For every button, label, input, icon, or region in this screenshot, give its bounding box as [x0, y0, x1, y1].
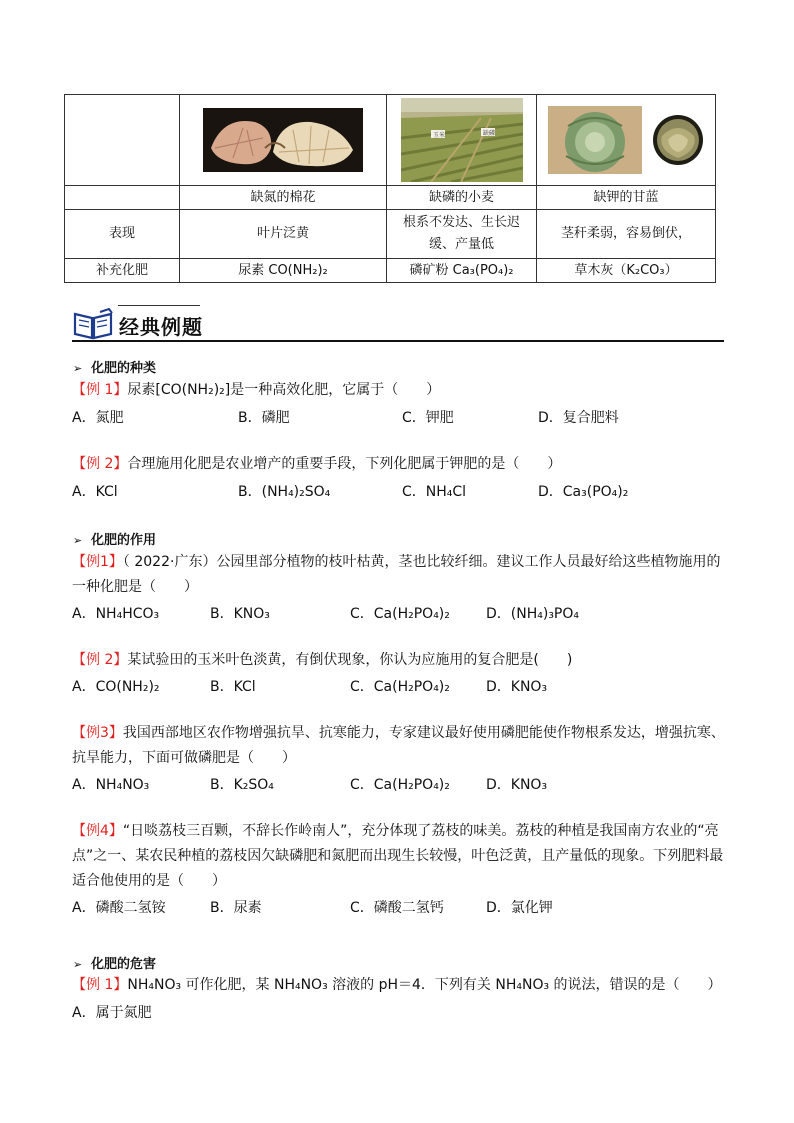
fertilizer-header: 补充化肥 [65, 259, 180, 283]
arrow-icon: ➢ [73, 534, 83, 547]
option-d: D．复合肥料 [538, 410, 619, 426]
caption-wheat: 缺磷的小麦 [387, 186, 537, 210]
option-b: B．磷肥 [238, 410, 290, 426]
question-effects-1: 【例1】（ 2022·广东）公园里部分植物的枝叶枯黄，茎也比较纤细。建议工作人员最好给这些植物施用的 [72, 554, 721, 570]
deficiency-table [64, 94, 716, 283]
question-effects-4-line2: 点”之一、某农民种植的荔枝因欠缺磷肥和氮肥而出现生长较慢，叶色泛黄，且产量低的现象。下列肥料最 [72, 848, 724, 864]
cabbage-photo-cell [537, 95, 716, 186]
fertilizer-plant-ash: 草木灰（K₂CO₃） [537, 259, 716, 283]
symptom-nitrogen: 叶片泛黄 [180, 210, 387, 259]
option-a: A．CO(NH₂)₂ [72, 679, 160, 695]
cabbage-photo [548, 106, 642, 174]
option-a: A．磷酸二氢铵 [72, 900, 166, 916]
wheat-photo-cell [387, 95, 537, 186]
group-heading-effects: ➢ 化肥的作用 [73, 533, 157, 548]
cotton-leaf-photo [203, 108, 363, 172]
question-effects-3: 【例3】我国西部地区农作物增强抗旱、抗寒能力，专家建议最好使用磷肥能使作物根系发达，增强抗寒、 [72, 725, 725, 741]
question-effects-4-line3: 适合他使用的是（ ） [72, 873, 226, 889]
arrow-icon: ➢ [73, 958, 83, 971]
option-b: B．KCl [210, 679, 256, 695]
arrow-icon: ➢ [73, 362, 83, 375]
option-b: B．(NH₄)₂SO₄ [238, 484, 331, 500]
book-icon [72, 308, 114, 340]
cabbage-closeup-photo [652, 114, 704, 166]
symptom-row [65, 210, 716, 259]
option-d: D．KNO₃ [486, 777, 548, 793]
image-row [65, 95, 716, 186]
option-d: D．KNO₃ [486, 679, 548, 695]
question-types-1: 【例 1】尿素[CO(NH₂)₂]是一种高效化肥，它属于（ ） [72, 382, 441, 398]
section-title: 经典例题 [119, 315, 203, 339]
photo-label-corn: 玉米 [432, 132, 445, 139]
group-heading-types: ➢ 化肥的种类 [73, 361, 157, 376]
option-a: A．属于氮肥 [72, 1005, 152, 1021]
option-a: A．氮肥 [72, 410, 124, 426]
header-underline [72, 340, 724, 342]
caption-cotton: 缺氮的棉花 [180, 186, 387, 210]
question-hazards-1: 【例 1】NH₄NO₃ 可作化肥，某 NH₄NO₃ 溶液的 pH＝4．下列有关 NH₄NO₃ 的说法，错误的是（ ） [72, 977, 722, 993]
fertilizer-phosphate-rock: 磷矿粉 Ca₃(PO₄)₂ [387, 259, 537, 283]
symptom-potassium: 茎秆柔弱，容易倒伏， [537, 210, 716, 259]
caption-cabbage: 缺钾的甘蓝 [537, 186, 716, 210]
question-effects-3-line2: 抗旱能力，下面可做磷肥是（ ） [72, 750, 296, 766]
option-b: B．KNO₃ [210, 606, 270, 622]
symptom-header: 表现 [65, 210, 180, 259]
question-types-2: 【例 2】合理施用化肥是农业增产的重要手段，下列化肥属于钾肥的是（ ） [72, 456, 562, 472]
cotton-photo-cell [180, 95, 387, 186]
option-c: C．磷酸二氢钙 [350, 900, 444, 916]
header-topline [118, 305, 200, 306]
fertilizer-row [65, 259, 716, 283]
option-b: B．K₂SO₄ [210, 777, 274, 793]
option-a: A．NH₄NO₃ [72, 777, 150, 793]
option-c: C．NH₄Cl [402, 484, 467, 500]
photo-label-phosphorus: 缺磷 [482, 130, 495, 137]
option-d: D．Ca₃(PO₄)₂ [538, 484, 629, 500]
option-d: D．氯化钾 [486, 900, 553, 916]
caption-row [65, 186, 716, 210]
option-c: C．Ca(H₂PO₄)₂ [350, 606, 450, 622]
question-effects-2: 【例 2】某试验田的玉米叶色淡黄，有倒伏现象，你认为应施用的复合肥是( ) [72, 652, 573, 668]
option-c: C．钾肥 [402, 410, 454, 426]
fertilizer-urea: 尿素 CO(NH₂)₂ [180, 259, 387, 283]
option-c: C．Ca(H₂PO₄)₂ [350, 679, 450, 695]
group-heading-hazards: ➢ 化肥的危害 [73, 957, 157, 972]
option-a: A．KCl [72, 484, 118, 500]
section-header [72, 302, 724, 342]
question-effects-4: 【例4】“日啖荔枝三百颗，不辞长作岭南人”，充分体现了荔枝的味美。荔枝的种植是我国南方农业的“亮 [72, 823, 719, 839]
empty-cell [65, 95, 180, 186]
option-a: A．NH₄HCO₃ [72, 606, 160, 622]
question-effects-1-line2: 一种化肥是（ ） [72, 579, 198, 595]
option-d: D．(NH₄)₃PO₄ [486, 606, 580, 622]
option-c: C．Ca(H₂PO₄)₂ [350, 777, 450, 793]
wheat-field-photo [401, 98, 523, 182]
symptom-phosphorus: 根系不发达、生长迟缓、产量低 [387, 210, 537, 259]
option-b: B．尿素 [210, 900, 262, 916]
